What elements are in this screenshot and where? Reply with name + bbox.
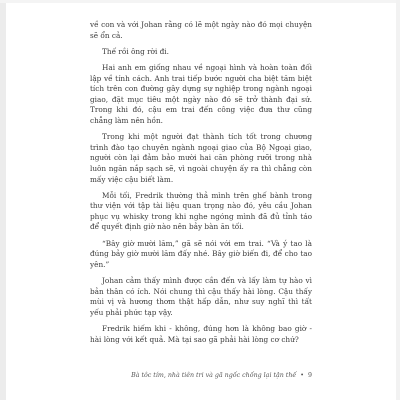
page-edge-top <box>0 0 400 3</box>
body-text <box>90 20 312 351</box>
page-number: 9 <box>307 372 312 379</box>
running-footer-title: Bà tôc tím, nhà tiên tri và gã ngốc chống lại tận thế <box>131 372 297 379</box>
paragraph-6: “Bây giờ mười lăm,” gã sẽ nói với em trai. “Và ý tao là đúng bảy giờ mười lăm đấy nhé. Bây giờ biến đi, để cho tao yên.” <box>90 238 312 269</box>
paragraph-7: Johan cảm thấy mình được cần đến và lấy làm tự hào vì bản thân có ích. Nói chung thì cậu thấy hài lòng. Cậu thấy mùi vị và hương thơm thật hấp dẫn, như suy nghĩ thì tất yếu phải phức tạp vậy. <box>90 276 312 317</box>
paragraph-1: về con và với Johan rằng có lẽ một ngày nào đó mọi chuyện sẽ ổn cả. <box>90 20 312 40</box>
running-footer <box>90 372 312 379</box>
paragraph-8: Fredrik hiếm khi - không, đúng hơn là không bao giờ - hài lòng với kết quả. Mà tại sao gã phải hài lòng cơ chứ? <box>90 324 312 344</box>
paragraph-2: Thế rồi ông rời đi. <box>102 46 169 56</box>
page-edge-left <box>0 0 6 400</box>
paragraph-5: Mỗi tối, Fredrik thường thả mình trên ghế bành trong thư viện với tập tài liệu quan trọng nào đó, yêu cầu Johan phục vụ whisky trong khi nghe ngóng mình đã đủ tỉnh táo để quyết định giờ nào nên bảy bàn ăn tối. <box>90 190 312 232</box>
paragraph-3: Hai anh em giống nhau về ngoại hình và hoàn toàn đối lập về tính cách. Anh trai tiếp bước người cha biệt tăm biệt tích trên con đường gây dựng sự nghiệp trong ngành ngoại giao, đặt mục tiêu một ngày nào đó sẽ trở thành đại sứ. Trong khi đó, cậu em trai đến công việc đưa thư cũng chẳng làm nên hồn. <box>90 62 312 125</box>
page-edge-right <box>396 0 400 400</box>
footer-separator: • <box>300 372 304 379</box>
paragraph-4: Trong khi một người đạt thành tích tốt trong chương trình đào tạo chuyên ngành ngoại giao của Bộ Ngoại giao, người còn lại đảm bảo mười hai căn phòng rưỡi trong nhà luôn ngăn nắp sạch sẽ, vì ngoài chuyện ấy ra thì chẳng còn mấy việc cậu biết làm. <box>90 132 312 184</box>
